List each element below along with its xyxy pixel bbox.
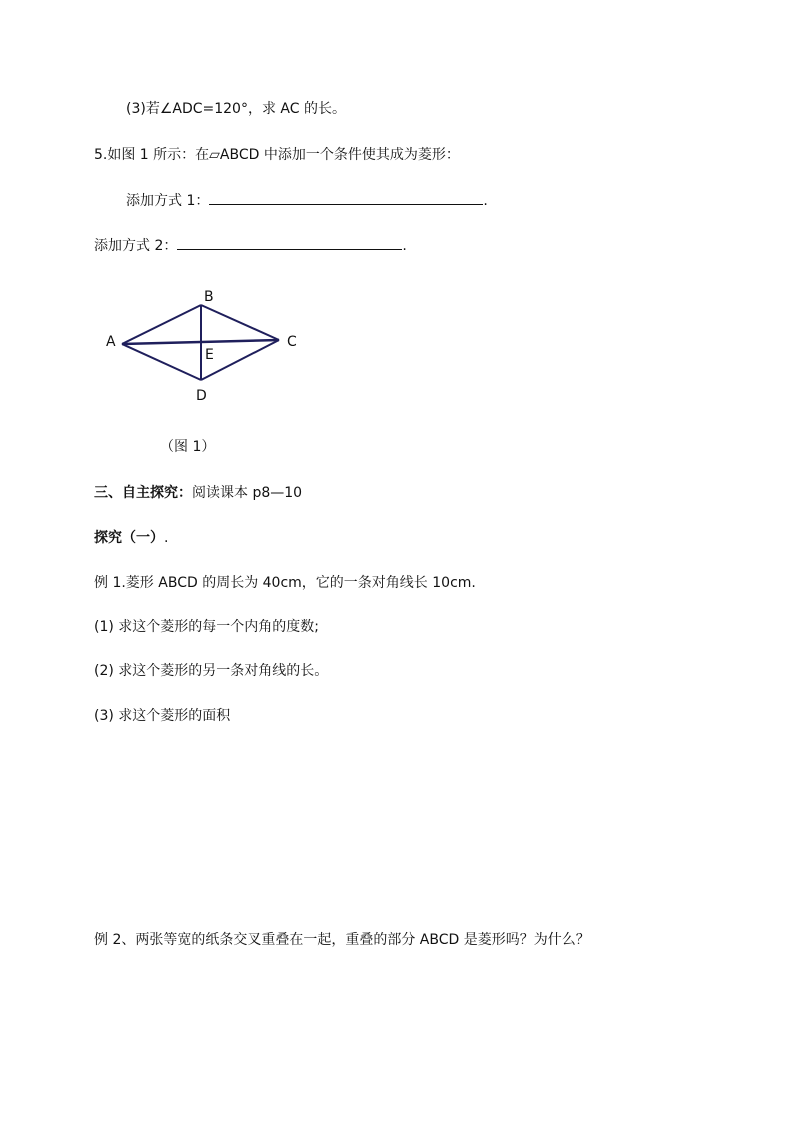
- section-3-title: 三、自主探究：: [94, 485, 192, 501]
- method-2-label: 添加方式 2：: [94, 238, 178, 254]
- side-da: [122, 344, 201, 380]
- side-ab: [122, 305, 201, 344]
- explore-1-dot: .: [164, 530, 169, 546]
- example-1-question-1: (1) 求这个菱形的每一个内角的度数;: [94, 619, 319, 635]
- method-1-blank[interactable]: [209, 190, 483, 205]
- method-1-label: 添加方式 1：: [126, 193, 210, 209]
- question-5: 5.如图 1 所示：在▱ABCD 中添加一个条件使其成为菱形：: [94, 147, 460, 163]
- label-d: D: [196, 388, 207, 404]
- side-bc: [201, 305, 279, 340]
- rhombus-figure: [96, 280, 316, 410]
- figure-caption: （图 1）: [160, 439, 216, 455]
- method-1-line: [126, 190, 488, 211]
- label-b: B: [204, 289, 214, 305]
- question-3: (3)若∠ADC=120°，求 AC 的长。: [126, 101, 346, 117]
- method-1-end: .: [483, 193, 488, 209]
- example-1-question-2: (2) 求这个菱形的另一条对角线的长。: [94, 663, 329, 679]
- method-2-line: [94, 235, 407, 256]
- example-1: 例 1.菱形 ABCD 的周长为 40cm，它的一条对角线长 10cm.: [94, 575, 476, 591]
- method-2-blank[interactable]: [177, 235, 402, 250]
- label-e: E: [205, 347, 214, 363]
- example-2: 例 2、两张等宽的纸条交叉重叠在一起，重叠的部分 ABCD 是菱形吗？为什么？: [94, 932, 590, 948]
- section-3-heading: [94, 483, 302, 503]
- section-3-rest: 阅读课本 p8—10: [192, 485, 303, 501]
- explore-1-heading: [94, 528, 168, 548]
- method-2-end: .: [402, 238, 407, 254]
- label-a: A: [106, 334, 116, 350]
- example-1-question-3: (3) 求这个菱形的面积: [94, 708, 231, 724]
- explore-1-title: 探究（一）: [94, 530, 164, 546]
- label-c: C: [287, 334, 297, 350]
- rhombus-shape: [122, 305, 279, 380]
